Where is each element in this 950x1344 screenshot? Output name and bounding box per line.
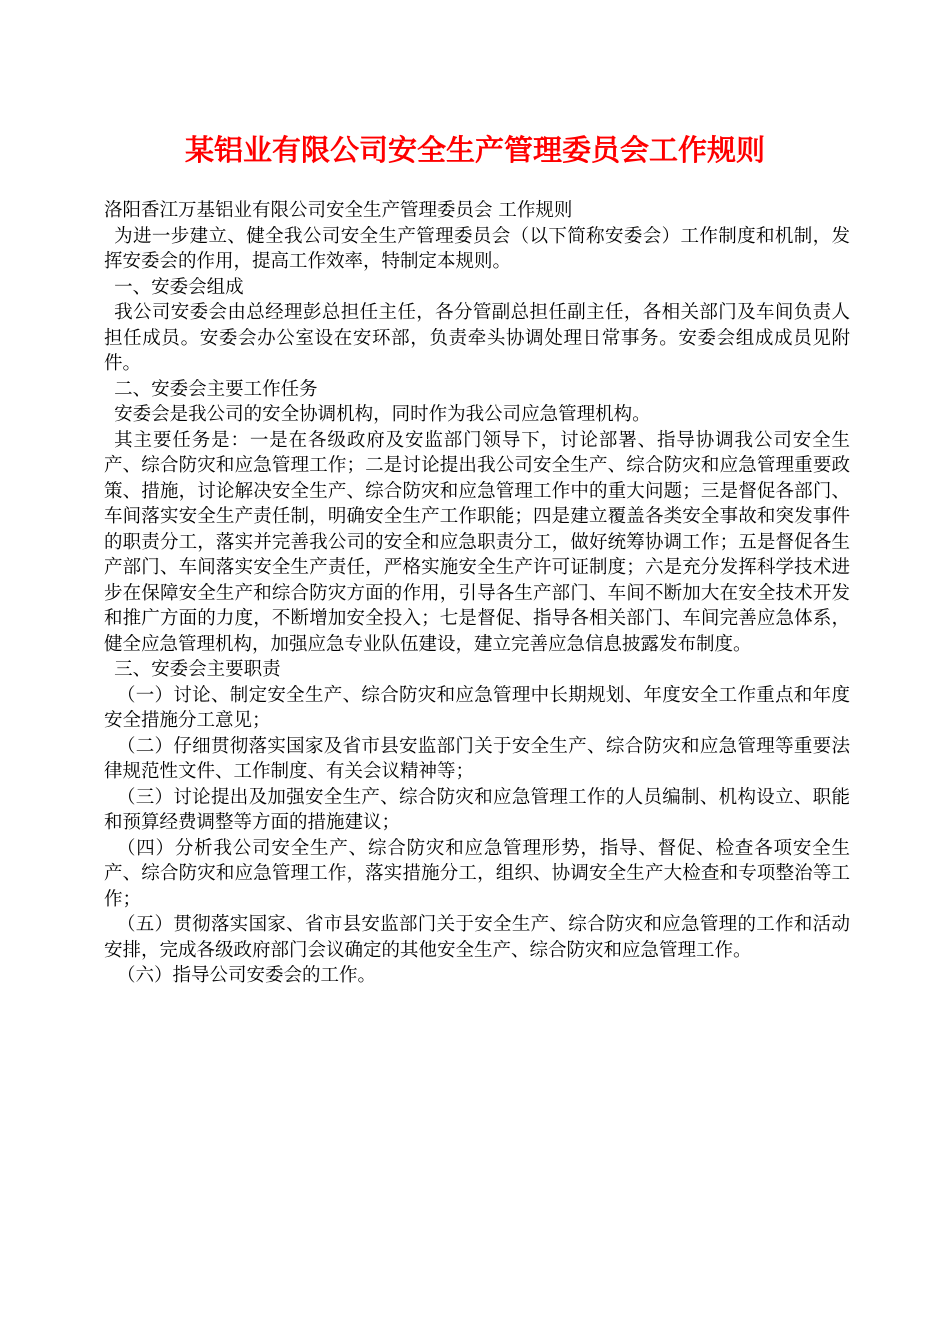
section-heading-composition: 一、安委会组成: [114, 276, 244, 298]
document-title: 某铝业有限公司安全生产管理委员会工作规则: [184, 133, 765, 167]
document-body: [104, 198, 850, 989]
document-subtitle: 洛阳香江万基铝业有限公司安全生产管理委员会 工作规则: [104, 200, 573, 221]
composition-paragraph: 我公司安委会由总经理彭总担任主任，各分管副总担任副主任，各相关部门及车间负责人担任成员。安委会办公室设在安环部，负责牵头协调处理日常事务。安委会组成成员见附件。: [104, 302, 850, 374]
section-heading-tasks: 二、安委会主要工作任务: [114, 378, 318, 400]
duty-item-3: （三）讨论提出及加强安全生产、综合防灾和应急管理工作的人员编制、机构设立、职能和预算经费调整等方面的措施建议；: [104, 786, 850, 833]
duty-item-4: （四）分析我公司安全生产、综合防灾和应急管理形势，指导、督促、检查各项安全生产、综合防灾和应急管理工作，落实措施分工，组织、协调安全生产大检查和专项整治等工作；: [104, 837, 850, 910]
duty-item-2: （二）仔细贯彻落实国家及省市县安监部门关于安全生产、综合防灾和应急管理等重要法律规范性文件、工作制度、有关会议精神等；: [104, 735, 850, 782]
duty-item-6: （六）指导公司安委会的工作。: [116, 965, 376, 986]
duty-item-5: （五）贯彻落实国家、省市县安监部门关于安全生产、综合防灾和应急管理的工作和活动安排，完成各级政府部门会议确定的其他安全生产、综合防灾和应急管理工作。: [104, 914, 850, 961]
section-heading-duties: 三、安委会主要职责: [114, 659, 281, 680]
duty-item-1: （一）讨论、制定安全生产、综合防灾和应急管理中长期规划、年度安全工作重点和年度安全措施分工意见；: [104, 684, 850, 731]
tasks-paragraph-2: 其主要任务是：一是在各级政府及安监部门领导下，讨论部署、指导协调我公司安全生产、综合防灾和应急管理工作；二是讨论提出我公司安全生产、综合防灾和应急管理重要政策、措施，讨论解决安全生产、综合防灾和应急管理工作中的重大问题；三是督促各部门、车间落实安全生产责任制，明确安全生产工作职能；四是建立覆盖各类安全事故和突发事件的职责分工，落实并完善我公司的安全和应急职责分工，做好统筹协调工作；五是督促各生产部门、车间落实安全生产责任，严格实施安全生产许可证制度；六是充分发挥科学技术进步在保障安全生产和综合防灾方面的作用，引导各生产部门、车间不断加大在安全技术开发和推广方面的力度，不断增加安全投入；七是督促、指导各相关部门、车间完善应急体系，健全应急管理机构，加强应急专业队伍建设，建立完善应急信息披露发布制度。: [104, 429, 850, 655]
intro-paragraph: 为进一步建立、健全我公司安全生产管理委员会（以下简称安委会）工作制度和机制，发挥安委会的作用，提高工作效率，特制定本规则。: [104, 225, 850, 272]
tasks-paragraph-1: 安委会是我公司的安全协调机构，同时作为我公司应急管理机构。: [114, 404, 651, 425]
